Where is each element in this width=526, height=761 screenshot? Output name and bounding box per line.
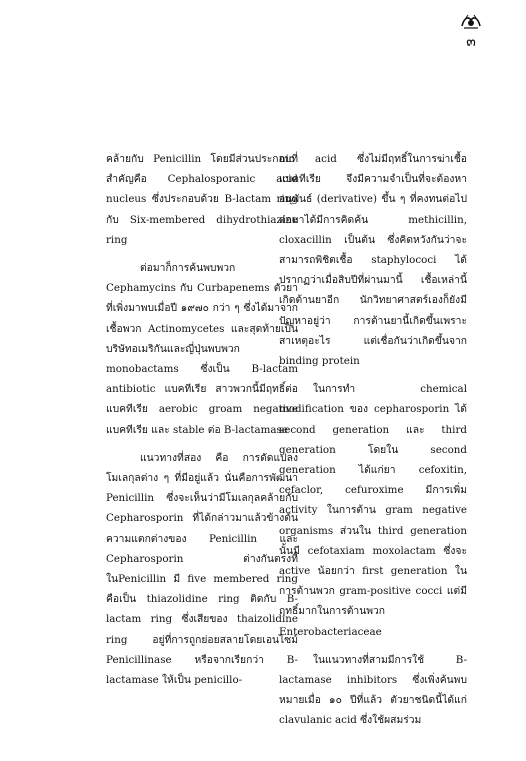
left-column <box>106 149 298 698</box>
page-number: ๓ <box>466 34 476 50</box>
page-header <box>456 14 486 50</box>
right-paragraph-2: ในการทำ chemical modification ของ cepharosporin ได้ second generation และ third generation โดยใน second generation ได้แก่ยา cefoxitin, cefaclor, cefuroxime มีการเพิ่ม activity ในการต้าน gram negative organisms ส่วนใน third generation นั้นมี cefotaxiam moxolactam ซึ่งจะ active น้อยกว่า first generation ในการต้านพวก gram-positive cocci แต่มีฤทธิ์มากในการต้านพวก Enterobacteriaceae <box>279 383 467 638</box>
right-paragraph-3: ในแนวทางที่สามมีการใช้ B-lactamase inhibitors ซึ่งเพิ่งค้นพบหมายเมื่อ ๑๐ ปีที่แล้ว ตัวยาชนิดนี้ได้แก่ clavulanic acid ซึ่งใช้ผสมร่วม <box>279 653 467 727</box>
left-paragraph-2: ต่อมาก็การค้นพบพวก Cephamycins กับ Curbapenems ตัวยาที่เพิ่งมาพบเมื่อปี ๑๙๗๐ กว่า ๆ ซึ่งได้มาจากเชื้อพวก Actinomycetes และสุดท้ายเป็นบริษัทอเมริกันและญี่ปุ่นพบพวก monobactams ซึ่งเป็น B-lactam antibiotic แบคทีเรีย สาวพวกนี้มีฤทธิ์ต่อแบคทีเรีย aerobic groam negative แบคทีเรีย และ stable ต่อ B-lactamase <box>106 262 298 436</box>
right-paragraph-1: nic acid ซึ่งไม่มีฤทธิ์ในการฆ่าเชื้อแบคทีเรีย จึงมีความจำเป็นที่จะต้องหาอนุพันธ์ (derivative) ขึ้น ๆ ที่คงทนต่อไป ต่อมาได้มีการคิดค้น methicillin, cloxacillin เป็นต้น ซึ่งคิดหวังกันว่าจะสามารถพิชิตเชื้อ staphylococi ได้ ปรากฏว่าเมื่อสิบปีที่ผ่านมานี้ เชื้อเหล่านี้เกิดต้านยาอีก นักวิทยาศาสตร์เองก็ยังมีปัญหาอยู่ว่า การต้านยานี้เกิดขึ้นเพราะสาเหตุอะไร แต่เชื่อกันว่าเกิดขึ้นจาก binding protein <box>279 153 467 368</box>
seal-emblem-icon <box>460 14 482 30</box>
left-paragraph-1: คล้ายกับ Penicillin โดยมีส่วนประกอบที่สำคัญคือ Cephalosporanic acid nucleus ซึ่งประกอบด้วย B-lactam ring กับ Six-membered dihydrothiazine ring <box>106 153 298 246</box>
right-column <box>279 149 467 739</box>
left-paragraph-3: แนวทางที่สอง คือ การดัดแปลงโมเลกุลต่าง ๆ ที่มีอยู่แล้ว นั่นคือการพัฒนา Penicillin ซึ่งจะเห็นว่ามีโมเลกุลคล้ายกับ Cepharosporin ที่ได้กล่าวมาแล้วข้างต้น ความแตกต่างของ Penicillin และ Cepharosporin ต่างกันตรงที่ ในPenicillin มี five membered ring คือเป็น thiazolidine ring ติดกับ B-lactam ring ซึ่งเสียของ thaizolidine ring อยู่ที่การถูกย่อยสลายโดยเอนไซม์ Penicillinase หรือจากเรียกว่า B-lactamase ให้เป็น penicillo- <box>106 451 298 687</box>
